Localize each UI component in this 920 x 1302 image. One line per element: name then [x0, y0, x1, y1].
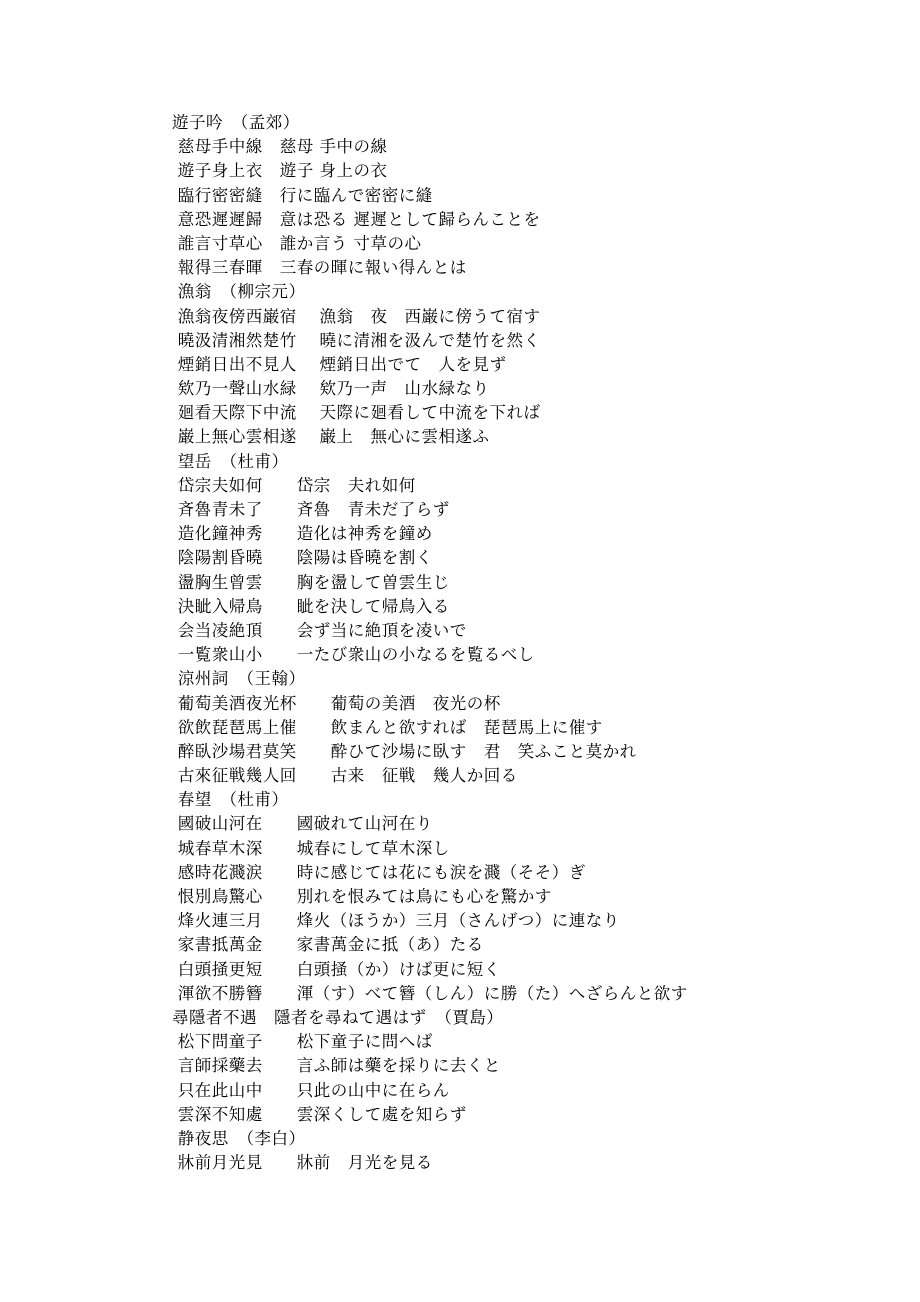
text-line: 漁翁 （柳宗元） — [172, 282, 306, 302]
text-line: 國破山河在 國破れて山河在り — [172, 814, 433, 834]
text-line: 報得三春暉 三春の暉に報い得んとは — [172, 258, 467, 278]
text-line: 尋隱者不遇 隱者を尋ねて遇はず （賈島） — [172, 1007, 504, 1027]
text-line: 恨別鳥驚心 別れを恨みては鳥にも心を驚かす — [172, 887, 552, 906]
poem-text-block — [172, 111, 892, 1175]
text-line: 渾欲不勝簪 渾（す）べて簪（しん）に勝（た）へざらんと欲す — [172, 983, 688, 1003]
text-line: 慈母手中線 慈母 手中の線 — [172, 137, 388, 157]
text-line: 盪胸生曾雲 胸を盪して曽雲生じ — [172, 572, 450, 592]
text-line: 只在此山中 只此の山中に在らん — [172, 1080, 450, 1100]
text-line: 城春草木深 城春にして草木深し — [172, 838, 450, 858]
text-line: 白頭掻更短 白頭掻（か）けば更に短く — [172, 959, 501, 979]
text-line: 雲深不知處 雲深くして處を知らず — [172, 1104, 467, 1124]
text-line: 松下問童子 松下童子に問へば — [172, 1032, 433, 1052]
text-line: 欸乃一聲山水緑 欸乃一声 山水緑なり — [172, 379, 490, 399]
text-line: 静夜思 （李白） — [172, 1128, 306, 1148]
text-line: 漁翁夜傍西巌宿 漁翁 夜 西巌に傍うて宿す — [172, 306, 541, 326]
text-line: 古來征戦幾人回 古来 征戦 幾人か回る — [172, 766, 518, 786]
text-line: 臨行密密縫 行に臨んで密密に縫 — [172, 185, 433, 205]
text-line: 涼州詞 （王翰） — [172, 669, 306, 689]
text-line: 烽火連三月 烽火（ほうか）三月（さんげつ）に連なり — [172, 911, 620, 931]
text-line: 斉魯青未了 斉魯 青未だ了らず — [172, 500, 450, 519]
text-line: 遊子吟 （孟郊） — [172, 113, 300, 132]
text-line: 一覧衆山小 一たび衆山の小なるを覧るべし — [172, 645, 535, 665]
text-line: 煙銷日出不見人 煙銷日出でて 人を見ず — [172, 354, 507, 374]
text-line: 誰言寸草心 誰か言う 寸草の心 — [172, 233, 422, 253]
text-line: 牀前月光見 牀前 月光を見る — [172, 1153, 433, 1173]
text-line: 葡萄美酒夜光杯 葡萄の美酒 夜光の杯 — [172, 693, 501, 713]
text-line: 陰陽割昏曉 陰陽は昏曉を割く — [172, 548, 433, 568]
text-line: 遊子身上衣 遊子 身上の衣 — [172, 161, 388, 181]
text-line: 曉汲清湘然楚竹 曉に清湘を汲んで楚竹を然く — [172, 330, 541, 350]
text-line: 欲飲琵琶馬上催 飲まんと欲すれば 琵琶馬上に催す — [172, 717, 603, 737]
text-line: 感時花濺涙 時に感じては花にも涙を濺（そそ）ぎ — [172, 862, 586, 882]
text-line: 意恐遲遲歸 意は恐る 遲遲として歸らんことを — [172, 209, 541, 229]
text-line: 会当凌絶頂 会ず当に絶頂を凌いで — [172, 620, 467, 640]
text-line: 決眦入帰鳥 眦を決して帰鳥入る — [172, 596, 450, 616]
text-line: 望岳 （杜甫） — [172, 451, 289, 471]
text-line: 廻看天際下中流 天際に廻看して中流を下れば — [172, 403, 541, 423]
text-line: 春望 （杜甫） — [172, 790, 289, 810]
text-line: 巌上無心雲相遂 巌上 無心に雲相遂ふ — [172, 427, 490, 447]
text-line: 醉臥沙場君莫笑 酔ひて沙場に臥す 君 笑ふこと莫かれ — [172, 741, 637, 761]
text-line: 言師採藥去 言ふ師は藥を採りに去くと — [172, 1056, 501, 1076]
text-line: 造化鐘神秀 造化は神秀を鐘め — [172, 524, 433, 544]
text-line: 家書抵萬金 家書萬金に抵（あ）たる — [172, 935, 484, 955]
text-line: 岱宗夫如何 岱宗 夫れ如何 — [172, 475, 416, 495]
